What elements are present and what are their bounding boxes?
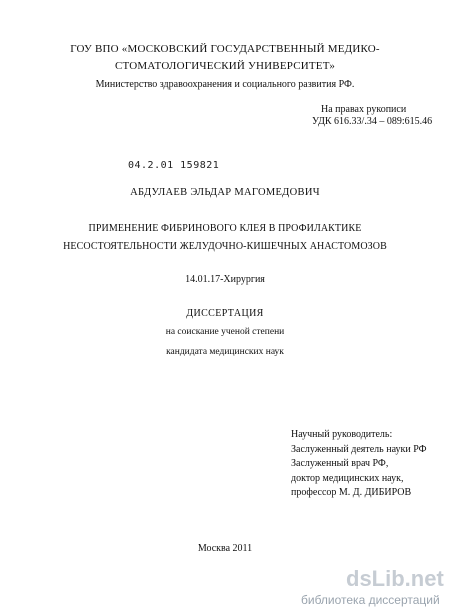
author-name: АБДУЛАЕВ ЭЛЬДАР МАГОМЕДОВИЧ (130, 187, 320, 198)
advisor-name: профессор М. Д. ДИБИРОВ (291, 487, 412, 498)
scientific-advisor-block (291, 428, 427, 501)
advisor-degree: доктор медицинских наук, (291, 472, 404, 484)
organization-line-1: ГОУ ВПО «МОСКОВСКИЙ ГОСУДАРСТВЕННЫЙ МЕДИКО- (70, 43, 380, 55)
advisor-title-2: Заслуженный врач РФ, (291, 458, 389, 469)
thesis-title-line-2: НЕСОСТОЯТЕЛЬНОСТИ ЖЕЛУДОЧНО-КИШЕЧНЫХ АНАСТОМОЗОВ (63, 241, 387, 252)
watermark-logo: dsLib.net (346, 566, 444, 591)
manuscript-rights-note: На правах рукописи (321, 104, 407, 115)
organization-line-2: СТОМАТОЛОГИЧЕСКИЙ УНИВЕРСИТЕТ» (114, 60, 336, 72)
degree-line-2: кандидата медицинских наук (166, 347, 284, 357)
document-type: ДИССЕРТАЦИЯ (186, 308, 264, 319)
watermark-subtitle: библиотека диссертаций (301, 593, 440, 607)
city-year: Москва 2011 (197, 543, 253, 554)
specialty-code: 14.01.17-Хирургия (185, 274, 265, 285)
degree-line-1: на соискание ученой степени (165, 327, 285, 337)
advisor-title-1: Заслуженный деятель науки РФ (291, 443, 427, 455)
library-stamp-number: 04.2.01 159821 (128, 160, 220, 171)
udk-code: УДК 616.33/.34 – 089:615.46 (312, 116, 433, 127)
ministry-line: Министерство здравоохранения и социального развития РФ. (95, 79, 355, 90)
advisor-heading: Научный руководитель: (291, 429, 393, 440)
thesis-title-line-1: ПРИМЕНЕНИЕ ФИБРИНОВОГО КЛЕЯ В ПРОФИЛАКТИКЕ (88, 223, 362, 234)
